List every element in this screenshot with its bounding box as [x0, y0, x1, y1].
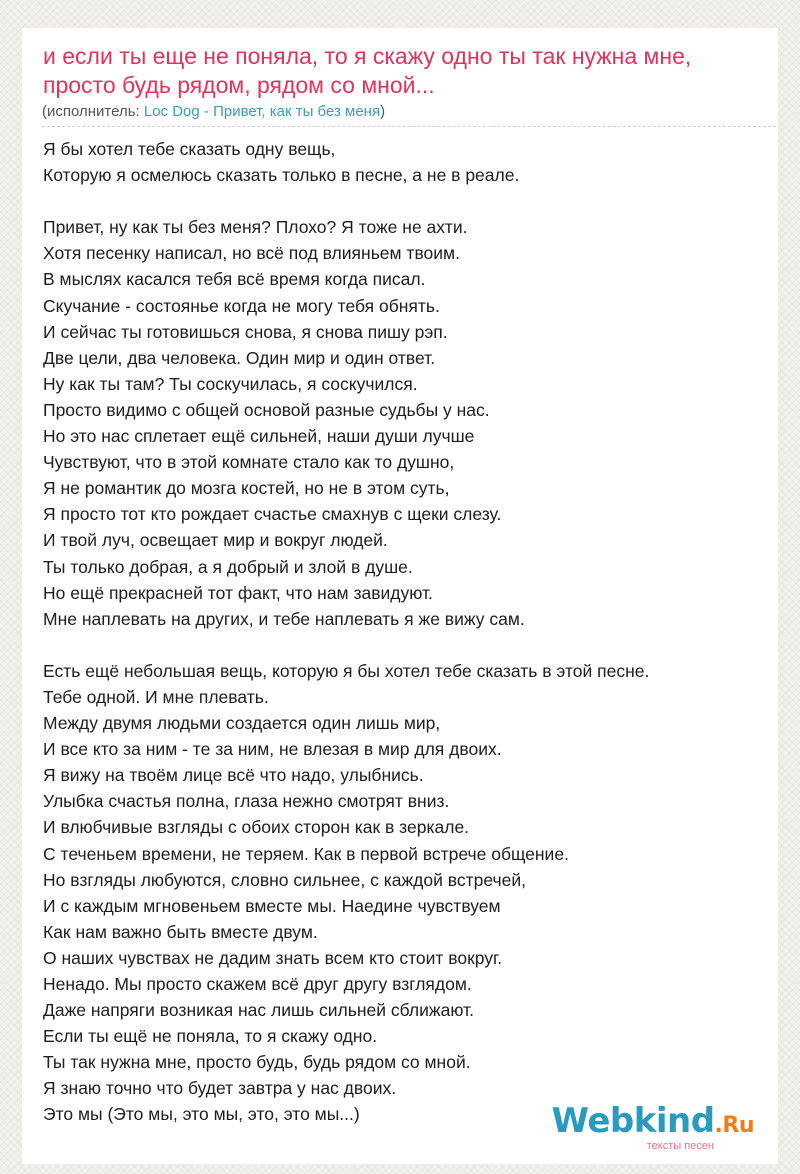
lyric-line: С теченьем времени, не теряем. Как в первой встрече общение.	[43, 843, 569, 864]
lyric-line: Ты только добрая, а я добрый и злой в душе.	[43, 556, 413, 577]
lyric-line: Привет, ну как ты без меня? Плохо? Я тоже не ахти.	[43, 217, 468, 238]
lyrics-text	[43, 136, 773, 1128]
lyric-line: Мне наплевать на других, и тебе наплевать я же вижу сам.	[43, 608, 525, 629]
artist-song-link[interactable]: Loc Dog - Привет, как ты без меня	[143, 103, 381, 120]
lyric-line: Я не романтик до мозга костей, но не в этом суть,	[43, 478, 450, 499]
lyric-line: Скучание - состоянье когда не могу тебя обнять.	[43, 295, 440, 316]
lyric-line: И твой луч, освещает мир и вокруг людей.	[43, 530, 388, 551]
lyric-line: Ненадо. Мы просто скажем всё друг другу взглядом.	[43, 974, 472, 994]
webkind-logo	[551, 1101, 754, 1143]
lyric-line: И сейчас ты готовишься снова, я снова пишу рэп.	[43, 321, 448, 342]
lyric-line: Хотя песенку написал, но всё под влияньем твоим.	[43, 243, 460, 264]
lyric-line: Между двумя людьми создается один лишь мир,	[43, 713, 441, 734]
lyric-line: Просто видимо с общей основой разные судьбы у нас.	[43, 399, 490, 420]
artist-line	[42, 103, 385, 121]
webkind-tagline: тексты песен	[646, 1140, 714, 1152]
lyric-line: Это мы (Это мы, это мы, это, это мы...)	[43, 1104, 360, 1125]
artist-prefix: (исполнитель:	[42, 103, 144, 120]
lyric-line: И с каждым мгновеньем вместе мы. Наедине чувствуем	[43, 895, 501, 916]
lyric-line: И все кто за ним - те за ним, не влезая в мир для двоих.	[43, 739, 502, 760]
title-divider	[42, 126, 776, 127]
lyric-line: Которую я осмелюсь сказать только в песне, а не в реале.	[43, 165, 520, 186]
webkind-watermark	[551, 1101, 754, 1152]
lyric-line: Я бы хотел тебе сказать одну вещь,	[43, 139, 336, 159]
lyric-line: Чувствуют, что в этой комнате стало как то душно,	[43, 452, 455, 473]
lyric-line: Как нам важно быть вместе двум.	[43, 921, 318, 942]
lyric-line: В мыслях касался тебя всё время когда писал.	[43, 269, 426, 290]
lyric-line: Ну как ты там? Ты соскучилась, я соскучился.	[43, 373, 418, 394]
lyric-line: Я вижу на твоём лице всё что надо, улыбнись.	[43, 765, 424, 786]
lyric-line: Но это нас сплетает ещё сильней, наши души лучше	[43, 426, 475, 447]
lyrics-card	[22, 28, 778, 1164]
stanza-break	[43, 632, 773, 658]
artist-suffix: )	[380, 103, 386, 120]
lyric-line: Я просто тот кто рождает счастье смахнув с щеки слезу.	[43, 504, 502, 525]
lyric-line: О наших чувствах не дадим знать всем кто стоит вокруг.	[43, 947, 503, 968]
webkind-logo-brand: Webkind	[551, 1101, 715, 1141]
lyric-line: Улыбка счастья полна, глаза нежно смотрят вниз.	[43, 791, 450, 812]
page-title: и если ты еще не поняла, то я скажу одно ты так нужна мне, просто будь рядом, рядом со мной...	[43, 43, 692, 98]
lyric-line: Даже напряги возникая нас лишь сильней сближают.	[43, 1000, 474, 1021]
lyric-line: Но ещё прекрасней тот факт, что нам завидуют.	[43, 582, 433, 603]
lyric-line: Есть ещё небольшая вещь, которую я бы хотел тебе сказать в этой песне.	[43, 660, 650, 681]
lyric-line: Если ты ещё не поняла, то я скажу одно.	[43, 1026, 378, 1047]
lyric-line: Тебе одной. И мне плевать.	[43, 686, 269, 707]
webkind-logo-suffix: .Ru	[714, 1113, 754, 1138]
lyric-line: Ты так нужна мне, просто будь, будь рядом со мной.	[43, 1052, 471, 1073]
lyric-line: Но взгляды любуются, словно сильнее, с каждой встречей,	[43, 869, 526, 890]
lyric-line: Две цели, два человека. Один мир и один ответ.	[43, 347, 436, 368]
lyric-line: И влюбчивые взгляды с обоих сторон как в зеркале.	[43, 817, 470, 838]
lyric-line: Я знаю точно что будет завтра у нас двоих.	[43, 1078, 397, 1099]
stanza-break	[43, 188, 773, 214]
